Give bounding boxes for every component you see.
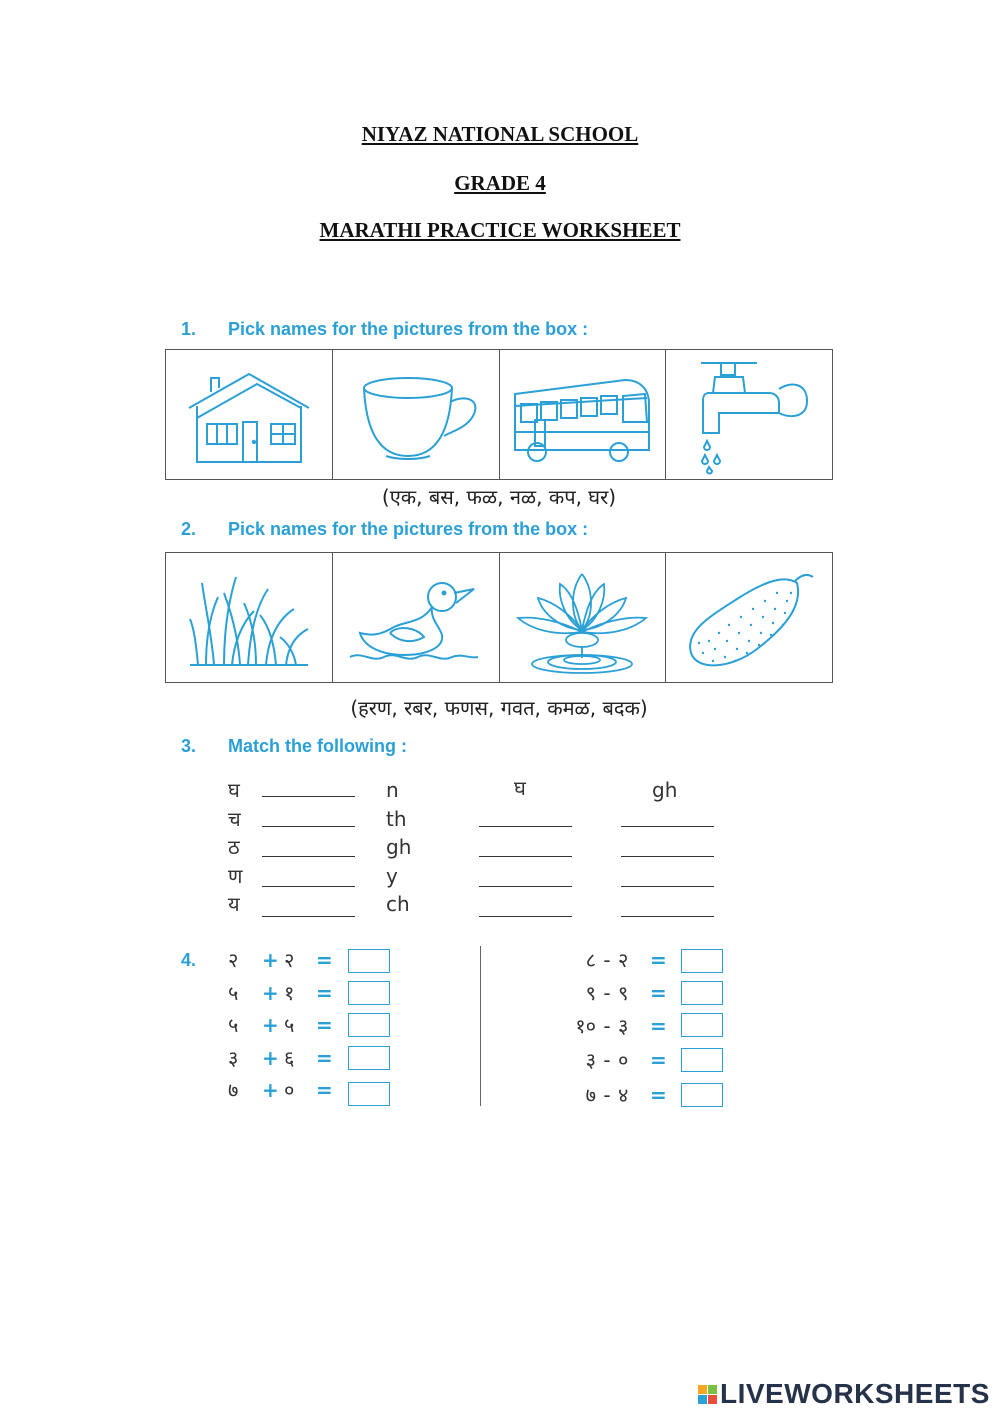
marathi-letter: ण: [228, 863, 243, 888]
answer-box[interactable]: [681, 1083, 723, 1107]
picture-cell-tap: [666, 350, 832, 479]
marathi-letter: ठ: [228, 835, 240, 859]
answer-line[interactable]: [262, 826, 355, 827]
match-answer-line[interactable]: [621, 826, 714, 827]
picture-cell-duck: [333, 553, 500, 682]
answer-line[interactable]: [262, 886, 355, 887]
liveworksheets-logo-icon: [698, 1385, 717, 1404]
question-text: Pick names for the pictures from the box :: [228, 519, 589, 539]
english-letter: y: [386, 863, 398, 888]
subtraction-row: ९ - ९ =: [585, 981, 667, 1005]
grade-label: GRADE 4: [454, 171, 546, 195]
english-letter: n: [386, 778, 399, 802]
marathi-letter: घ: [228, 778, 240, 802]
lotus-icon: [512, 560, 652, 675]
subtraction-row: ८ - २ =: [585, 948, 667, 972]
question-number: 3.: [181, 736, 197, 756]
addition-row: २ + २ =: [228, 948, 333, 972]
question-1-title: [181, 319, 588, 340]
picture-cell-bus: [500, 350, 667, 479]
picture-grid-1: [165, 349, 833, 480]
answer-box[interactable]: [348, 1046, 390, 1070]
subtraction-row: ७ - ४ =: [585, 1083, 667, 1107]
word-box-2: (हरण, रबर, फणस, गवत, कमळ, बदक): [350, 696, 648, 720]
addition-row: ५ + ५ =: [228, 1013, 333, 1037]
answer-box[interactable]: [681, 1013, 723, 1037]
answer-line[interactable]: [262, 856, 355, 857]
marathi-letters-column: [228, 776, 242, 919]
word-box-1: (एक, बस, फळ, नळ, कप, घर): [381, 485, 617, 509]
question-4-title: [181, 950, 228, 971]
house-icon: [179, 360, 319, 470]
picture-cell-fruit: [666, 553, 832, 682]
worksheet-title: MARATHI PRACTICE WORKSHEET: [319, 218, 681, 242]
question-number: 2.: [181, 519, 197, 539]
answer-box[interactable]: [348, 949, 390, 973]
match-answer-line[interactable]: [479, 886, 572, 887]
answer-box[interactable]: [681, 949, 723, 973]
match-answer-line[interactable]: [621, 856, 714, 857]
addition-row: ५ + १ =: [228, 981, 333, 1005]
example-english: gh: [652, 778, 678, 802]
answer-box[interactable]: [348, 1082, 390, 1106]
grass-icon: [184, 563, 314, 673]
fruit-icon: [679, 563, 819, 673]
tap-icon: [679, 355, 819, 475]
english-letter: th: [386, 806, 407, 831]
english-letters-column: [386, 776, 411, 919]
duck-icon: [346, 563, 486, 673]
example-marathi: घ: [514, 776, 526, 800]
question-number: 4.: [181, 950, 197, 970]
brand-name: LIVEWORKSHEETS: [720, 1378, 990, 1409]
subtraction-row: ३ - ० =: [585, 1048, 667, 1072]
match-answer-line[interactable]: [621, 916, 714, 917]
picture-cell-house: [166, 350, 333, 479]
question-3-title: [181, 736, 407, 757]
match-answer-line[interactable]: [479, 826, 572, 827]
match-answer-line[interactable]: [479, 856, 572, 857]
answer-box[interactable]: [681, 981, 723, 1005]
answer-line[interactable]: [262, 796, 355, 797]
addition-row: ३ + ६ =: [228, 1046, 333, 1070]
match-answer-line[interactable]: [479, 916, 572, 917]
cup-icon: [346, 360, 486, 470]
liveworksheets-logo: [698, 1378, 990, 1410]
answer-box[interactable]: [348, 1013, 390, 1037]
picture-cell-grass: [166, 553, 333, 682]
picture-grid-2: [165, 552, 833, 683]
match-answer-line[interactable]: [621, 886, 714, 887]
question-text: Pick names for the pictures from the box :: [228, 319, 589, 339]
picture-cell-lotus: [500, 553, 667, 682]
answer-line[interactable]: [262, 916, 355, 917]
question-number: 1.: [181, 319, 197, 339]
addition-row: ७ + ० =: [228, 1078, 333, 1102]
bus-icon: [507, 360, 657, 470]
question-text: Match the following :: [228, 736, 407, 756]
question-2-title: [181, 519, 588, 540]
english-letter: ch: [386, 892, 410, 916]
answer-box[interactable]: [348, 981, 390, 1005]
column-divider: [480, 946, 481, 1106]
subtraction-row: १० - ३ =: [575, 1014, 667, 1038]
english-letter: gh: [386, 835, 412, 859]
answer-box[interactable]: [681, 1048, 723, 1072]
marathi-letter: य: [228, 892, 240, 916]
school-name: NIYAZ NATIONAL SCHOOL: [361, 122, 639, 146]
marathi-letter: च: [228, 806, 241, 831]
picture-cell-cup: [333, 350, 500, 479]
